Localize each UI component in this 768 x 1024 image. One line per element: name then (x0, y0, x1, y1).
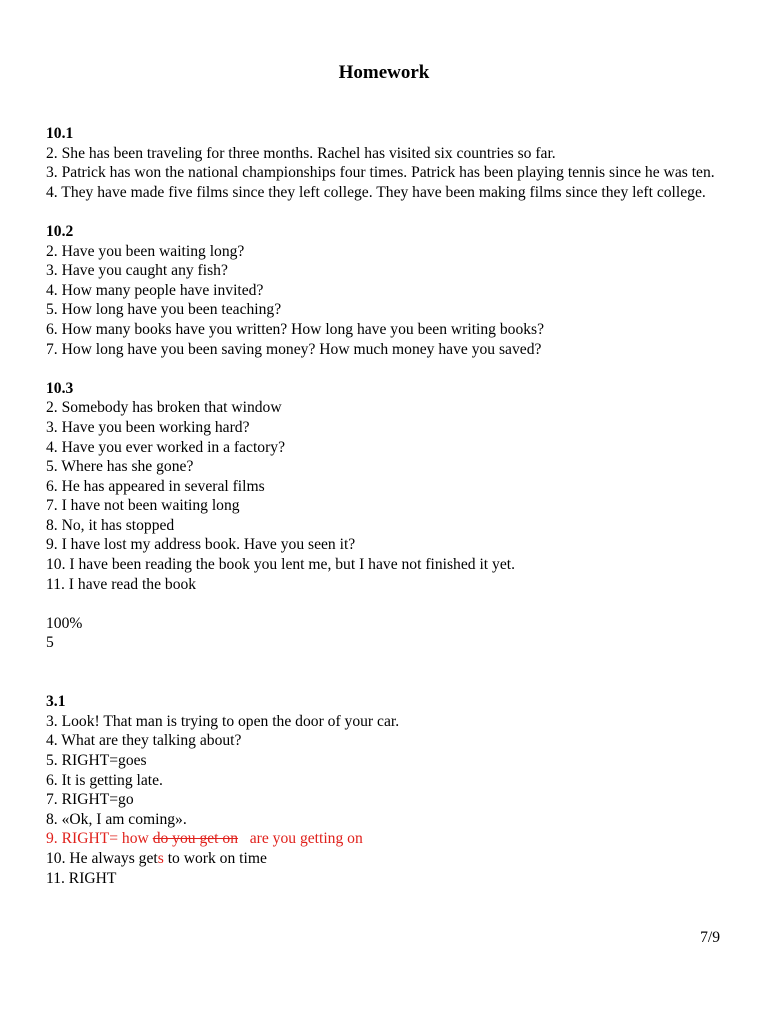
answer-line: 7. I have not been waiting long (46, 497, 240, 515)
answer-line: 10. I have been reading the book you lent me, but I have not finished it yet. (46, 556, 515, 574)
answer-line: 2. Somebody has broken that window (46, 399, 282, 417)
correction-text: are you getting on (249, 830, 363, 848)
answer-text: 10. He always get (46, 849, 158, 867)
page-number: 7/9 (700, 929, 720, 946)
answer-line (46, 849, 726, 869)
answer-line: 2. Have you been waiting long? (46, 242, 245, 260)
answer-line: 6. He has appeared in several films (46, 477, 265, 495)
corrected-answer-line (46, 829, 726, 849)
page-title: Homework (338, 62, 430, 83)
answer-line: 6. How many books have you written? How long have you been writing books? (46, 320, 545, 338)
answer-line: 5. How long have you been teaching? (46, 301, 282, 319)
section-heading: 10.2 (46, 222, 74, 240)
answer-text: to work on time (163, 849, 267, 867)
section-10-2 (46, 222, 726, 359)
answer-line: 11. I have read the book (46, 575, 197, 593)
answer-line: 4. They have made five films since they left college. They have been making films since they left college. (46, 183, 706, 201)
answer-line: 9. I have lost my address book. Have you seen it? (46, 536, 356, 554)
answer-line: 5. RIGHT=goes (46, 752, 147, 769)
answer-line: 3. Have you caught any fish? (46, 262, 228, 280)
section-10-3 (46, 379, 726, 595)
score-grade: 5 (46, 634, 54, 652)
correction-letter: s (157, 849, 164, 867)
struck-text: do you get on (152, 830, 239, 848)
answer-line: 2. She has been traveling for three months. Rachel has visited six countries so far. (46, 144, 556, 162)
answer-line: 8. «Ok, I am coming». (46, 810, 187, 828)
score-percent: 100% (46, 614, 83, 632)
answer-line: 5. Where has she gone? (46, 458, 194, 476)
answer-line: 4. How many people have invited? (46, 281, 264, 299)
answer-line: 4. What are they talking about? (46, 732, 242, 750)
answer-line: 4. Have you ever worked in a factory? (46, 438, 286, 456)
answer-line: 7. RIGHT=go (46, 791, 134, 809)
section-heading: 10.3 (46, 379, 74, 397)
answer-line: 3. Have you been working hard? (46, 418, 250, 436)
answer-line: 8. No, it has stopped (46, 516, 175, 534)
section-10-1 (46, 124, 726, 202)
answer-line: 3. Look! That man is trying to open the door of your car. (46, 712, 400, 730)
correction-prefix: 9. RIGHT= how (46, 830, 153, 848)
answer-line: 3. Patrick has won the national championships four times. Patrick has been playing tennis since he was ten. (46, 164, 715, 182)
answer-line: 6. It is getting late. (46, 771, 163, 789)
homework-content (46, 124, 726, 888)
score-block (46, 614, 726, 653)
answer-line: 7. How long have you been saving money? How much money have you saved? (46, 340, 542, 358)
section-heading: 10.1 (46, 125, 74, 142)
answer-line: 11. RIGHT (46, 869, 117, 887)
section-3-1 (46, 692, 726, 888)
section-heading: 3.1 (46, 693, 66, 711)
